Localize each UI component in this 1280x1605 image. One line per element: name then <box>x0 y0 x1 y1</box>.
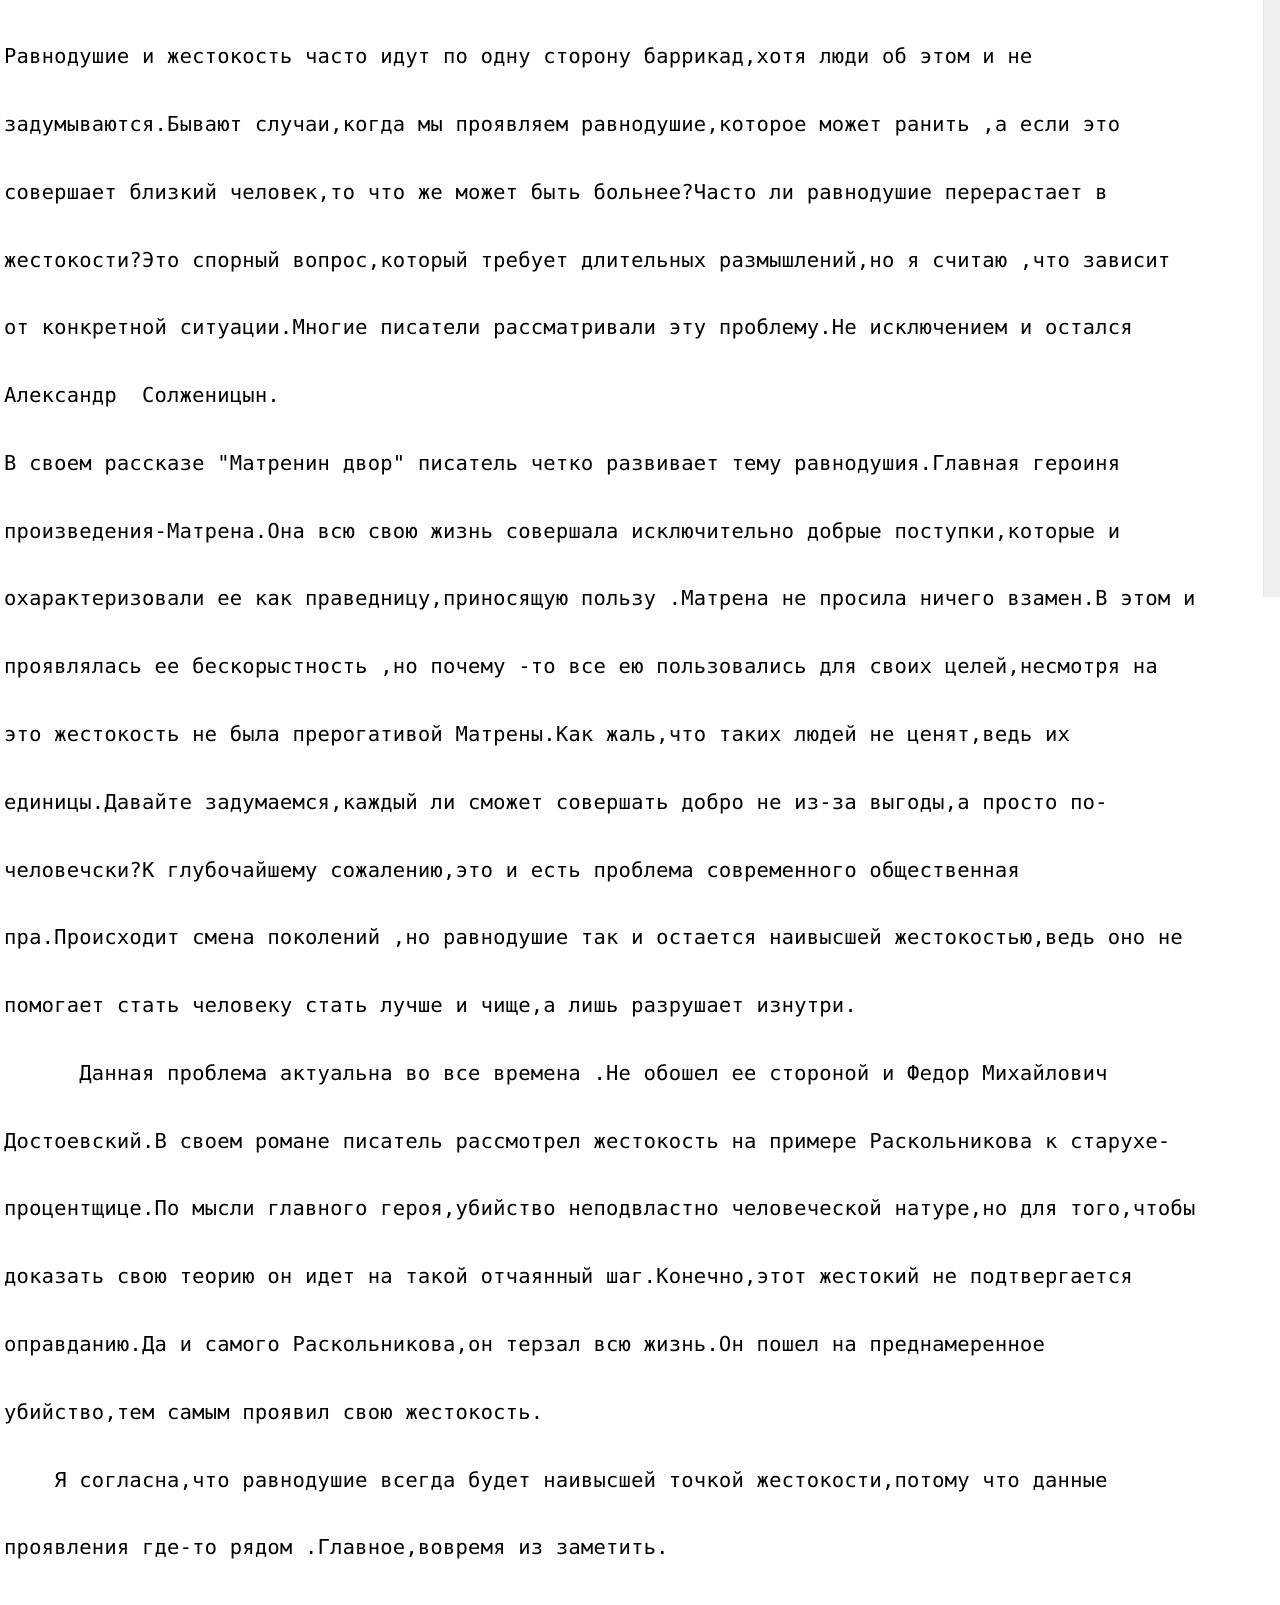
text-line: задумываются.Бывают случаи,когда мы проявляем равнодушие,которое может ранить ,а если это <box>4 111 1121 136</box>
text-line: Равнодушие и жестокость часто идут по одну сторону баррикад,хотя люди об этом и не <box>4 44 1033 69</box>
text-line: процентщице.По мысли главного героя,убийство неподвластно человеческой натуре,но для того,чтобы <box>4 1196 1196 1221</box>
text-line: проявлялась ее бескорыстность ,но почему -то все ею пользовались для своих целей,несмотря на <box>4 654 1158 679</box>
text-line: Данная проблема актуальна во все времена .Не обошел ее стороной и Федор Михайлович <box>4 1060 1108 1085</box>
text-line: произведения-Матрена.Она всю свою жизнь совершала исключительно добрые поступки,которые и <box>4 518 1121 543</box>
text-line: это жестокость не была прерогативой Матрены.Как жаль,что таких людей не ценят,ведь их <box>4 722 1071 746</box>
document-text[interactable] <box>4 0 1260 1604</box>
text-line: человечски?К глубочайшему сожалению,это и есть проблема современного общественная <box>4 857 1020 882</box>
text-line: жестокости?Это спорный вопрос,который требует длительных размышлений,но я считаю ,что зависит <box>4 247 1171 272</box>
text-line: проявления где-то рядом .Главное,вовремя из заметить. <box>4 1535 669 1560</box>
text-line: пра.Происходит смена поколений ,но равнодушие так и остается наивысшей жестокостью,ведь оно не <box>4 925 1183 950</box>
text-line: В своем рассказе "Матренин двор" писатель четко развивает тему равнодушия.Главная героиня <box>4 450 1121 475</box>
text-line: Достоевский.В своем романе писатель рассмотрел жестокость на примере Раскольникова к старухе- <box>4 1128 1171 1153</box>
text-line: помогает стать человеку стать лучше и чище,а лишь разрушает изнутри. <box>4 993 857 1018</box>
text-line: оправданию.Да и самого Раскольникова,он терзал всю жизнь.Он пошел на преднамеренное <box>4 1332 1045 1357</box>
text-line: от конкретной ситуации.Многие писатели рассматривали эту проблему.Не исключением и остался <box>4 315 1133 340</box>
text-line: Я согласна,что равнодушие всегда будет наивысшей точкой жестокости,потому что данные <box>4 1467 1108 1492</box>
text-line: доказать свою теорию он идет на такой отчаянный шаг.Конечно,этот жестокий не подтвергается <box>4 1264 1133 1289</box>
text-line: единицы.Давайте задумаемся,каждый ли сможет совершать добро не из-за выгоды,а просто по- <box>4 789 1108 814</box>
vertical-scrollbar[interactable] <box>1263 0 1280 597</box>
text-line: Александр Солженицын. <box>4 383 280 408</box>
text-line: охарактеризовали ее как праведницу,приносящую пользу .Матрена не просила ничего взамен.В этом и <box>4 586 1196 611</box>
text-line: совершает близкий человек,то что же может быть больнее?Часто ли равнодушие перерастает в <box>4 179 1108 204</box>
text-line: убийство,тем самым проявил свою жестокость. <box>4 1399 544 1424</box>
